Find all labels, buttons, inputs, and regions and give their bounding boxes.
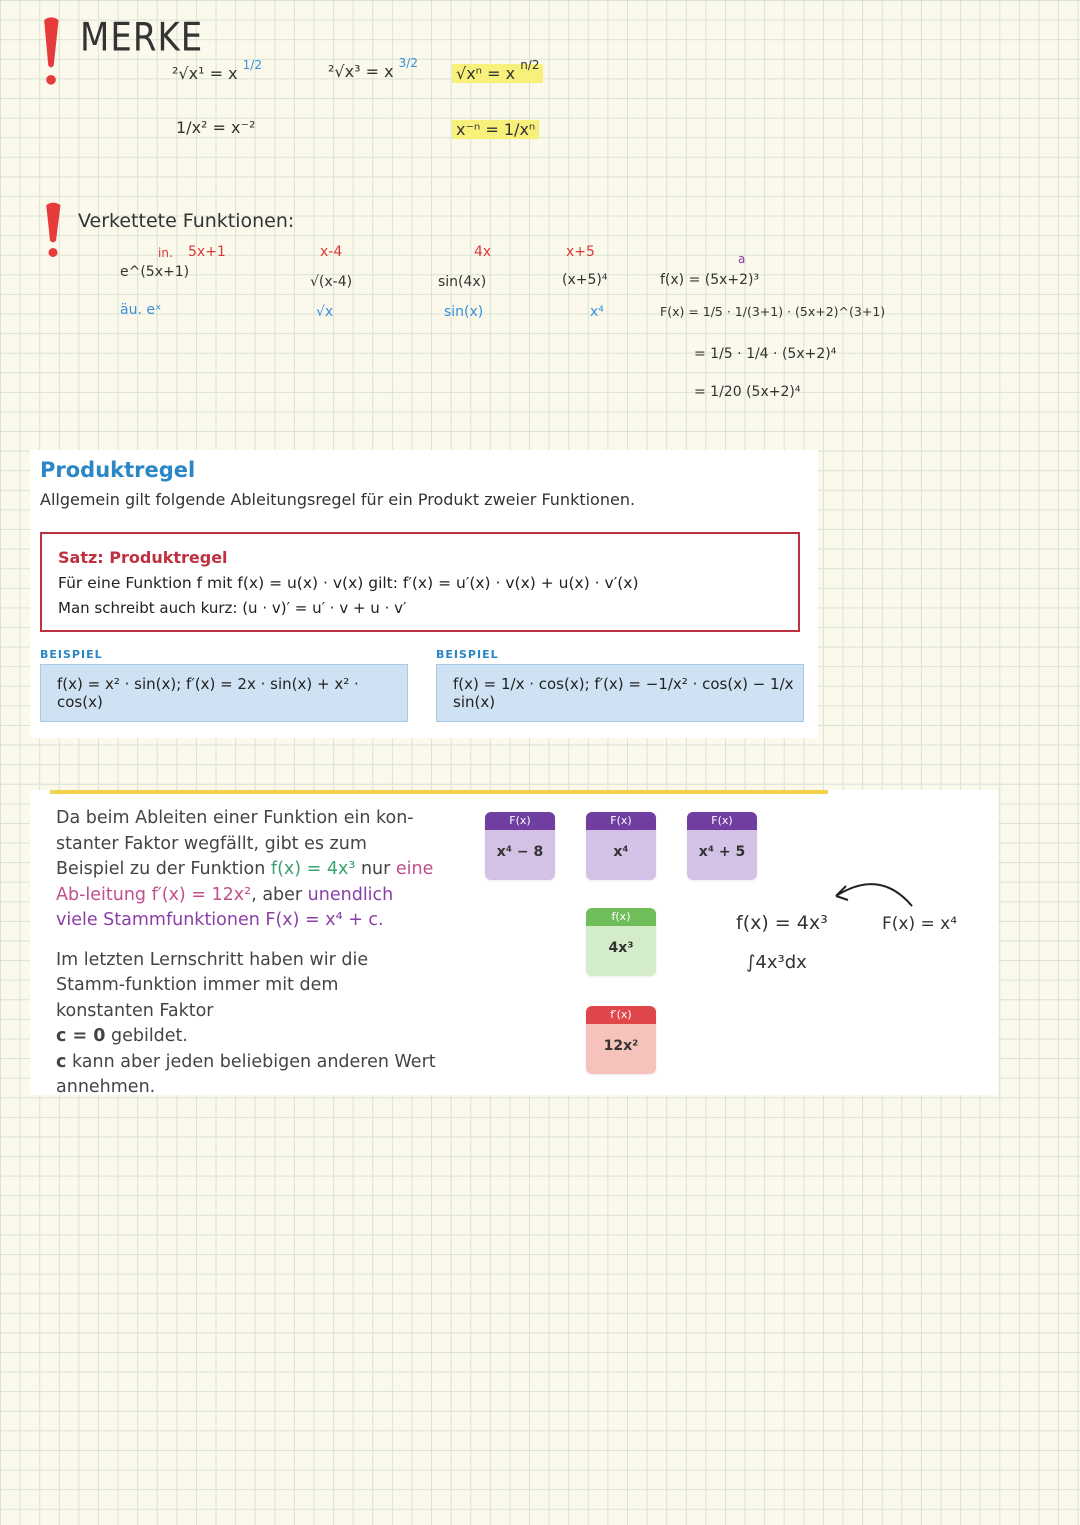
chain-example-sqrt: x-4 √(x-4) √x — [310, 244, 353, 320]
exclamation-icon — [42, 16, 60, 86]
arrow-icon — [820, 876, 920, 912]
satz-line-2: Man schreibt auch kurz: (u · v)′ = u′ · v + u · v′ — [58, 599, 407, 617]
fraction-rule-2: x⁻ⁿ = 1/xⁿ — [452, 120, 539, 139]
beispiel-label-1: BEISPIEL — [40, 648, 103, 661]
beispiel-label-2: BEISPIEL — [436, 648, 499, 661]
card-f: f(x) 4x³ — [586, 908, 656, 976]
note-f: f(x) = 4x³ — [736, 912, 828, 934]
panel-accent-line — [50, 790, 828, 794]
paragraph-2: Im letzten Lernschritt haben wir die Stamm-funktion immer mit dem konstanten Faktor c = 0 gebildet. c kann aber jeden beliebigen anderen Wert annehmen. — [56, 949, 436, 1097]
produktregel-subtitle: Allgemein gilt folgende Ableitungsregel für ein Produkt zweier Funktionen. — [40, 490, 636, 509]
stammfunktion-panel — [30, 790, 998, 1095]
card-F-minus-8: F(x) x⁴ − 8 — [485, 812, 555, 880]
chain-calculation: a f(x) = (5x+2)³ F(x) = 1/5 · 1/(3+1) · (5x+2)^(3+1) = 1/5 · 1/4 · (5x+2)⁴ = 1/20 (5x+2)⁴ — [660, 252, 886, 400]
stammfunktion-text — [56, 806, 436, 1115]
card-F-plus-5: F(x) x⁴ + 5 — [687, 812, 757, 880]
satz-title: Satz: Produktregel — [58, 548, 228, 567]
root-rule-1: ²√x¹ = x $^{1/2}$ — [172, 58, 262, 83]
produktregel-title: Produktregel — [40, 458, 196, 482]
paragraph-1: Da beim Ableiten einer Funktion ein kon-stanter Faktor wegfällt, gibt es zum Beispiel zu der Funktion f(x) = 4x³ nur eine Ab-leitung f′(x) = 12x², aber unendlich viele Stammfunktionen F(x) = x⁴ + c. — [56, 808, 434, 930]
root-rule-2: ²√x³ = x $^{3/2}$ — [328, 56, 418, 81]
card-f-prime: f′(x) 12x² — [586, 1006, 656, 1074]
beispiel-box-1: f(x) = x² · sin(x); f′(x) = 2x · sin(x) + x² · cos(x) — [40, 664, 408, 722]
section-title-verkettete: Verkettete Funktionen: — [78, 210, 295, 232]
chain-example-sin: 4x sin(4x) sin(x) — [438, 244, 492, 320]
beispiel-box-2: f(x) = 1/x · cos(x); f′(x) = −1/x² · cos(x) − 1/x sin(x) — [436, 664, 804, 722]
chain-example-power: x+5 (x+5)⁴ x⁴ — [562, 244, 608, 320]
exclamation-icon — [44, 195, 62, 265]
root-rule-3: √xⁿ = x $^{n/2}$ — [452, 64, 543, 83]
merke-title: MERKE — [80, 15, 204, 61]
produktregel-panel — [30, 450, 818, 738]
note-F: F(x) = x⁴ — [882, 914, 958, 934]
card-F: F(x) x⁴ — [586, 812, 656, 880]
satz-line-1: Für eine Funktion f mit f(x) = u(x) · v(x) gilt: f′(x) = u′(x) · v(x) + u(x) · v′(x) — [58, 574, 639, 592]
chain-example-exp: in. 5x+1 e^(5x+1) äu. eˣ — [120, 244, 226, 318]
satz-box — [40, 532, 800, 632]
fraction-rule-1: 1/x² = x⁻² — [176, 118, 256, 137]
note-integral: ∫4x³dx — [746, 952, 807, 973]
